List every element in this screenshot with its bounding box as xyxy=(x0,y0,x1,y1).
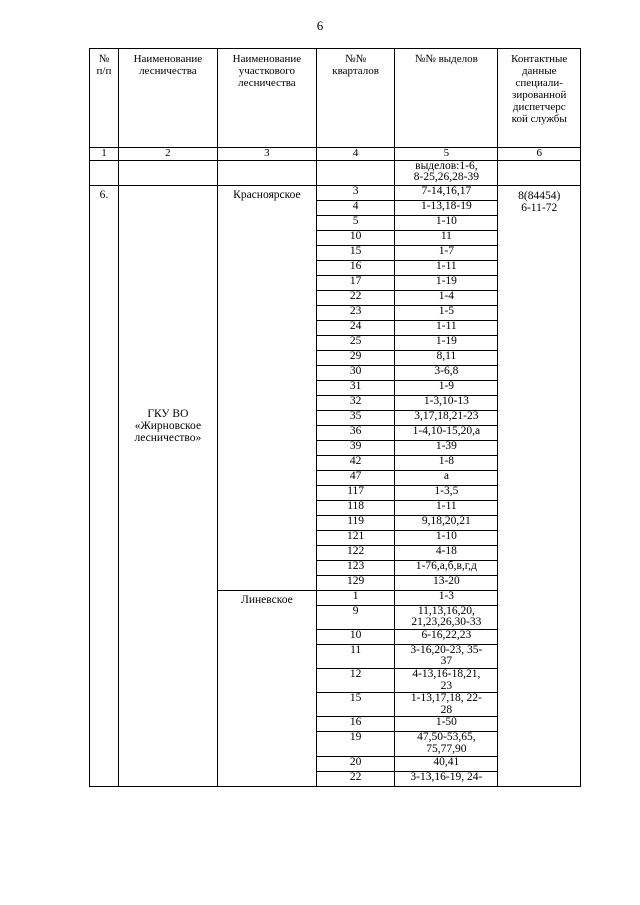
allotment-numbers: 1-5 xyxy=(395,305,498,320)
allotment-numbers: 3-6,8 xyxy=(395,365,498,380)
quarter-number: 35 xyxy=(316,410,394,425)
allotment-numbers: 1-11 xyxy=(395,500,498,515)
forestry-table xyxy=(89,48,581,787)
table-row xyxy=(90,185,581,200)
allotment-numbers: 1-19 xyxy=(395,335,498,350)
quarter-number: 10 xyxy=(316,230,394,245)
allotment-numbers: а xyxy=(395,470,498,485)
quarter-number: 15 xyxy=(316,693,394,717)
quarter-number: 22 xyxy=(316,290,394,305)
allotment-numbers: 47,50-53,65, 75,77,90 xyxy=(395,732,498,756)
quarter-number: 117 xyxy=(316,485,394,500)
column-number: 3 xyxy=(217,148,316,161)
quarter-number: 15 xyxy=(316,245,394,260)
allotment-numbers: 1-11 xyxy=(395,320,498,335)
header-forestry: Наименование лесничества xyxy=(118,49,217,148)
allotment-numbers: 11,13,16,20, 21,23,26,30-33 xyxy=(395,605,498,629)
allotment-numbers: 3,17,18,21-23 xyxy=(395,410,498,425)
continuation-allotments: выделов:1-6, 8-25,26,28-39 xyxy=(395,160,498,185)
quarter-number: 4 xyxy=(316,200,394,215)
sub-forestry-name: Линевское xyxy=(217,590,316,786)
quarter-number: 31 xyxy=(316,380,394,395)
quarter-number: 32 xyxy=(316,395,394,410)
allotment-numbers: 1-76,а,б,в,г,д xyxy=(395,560,498,575)
quarter-number: 30 xyxy=(316,365,394,380)
quarter-number: 20 xyxy=(316,756,394,771)
allotment-numbers: 1-3 xyxy=(395,590,498,605)
column-number: 1 xyxy=(90,148,119,161)
column-number: 2 xyxy=(118,148,217,161)
allotment-numbers: 13-20 xyxy=(395,575,498,590)
quarter-number: 9 xyxy=(316,605,394,629)
allotment-numbers: 1-19 xyxy=(395,275,498,290)
sub-forestry-name: Красноярское xyxy=(217,185,316,590)
header-quarters: №№ кварталов xyxy=(316,49,394,148)
quarter-number: 25 xyxy=(316,335,394,350)
allotment-numbers: 1-13,18-19 xyxy=(395,200,498,215)
quarter-number: 121 xyxy=(316,530,394,545)
quarter-number: 122 xyxy=(316,545,394,560)
quarter-number: 129 xyxy=(316,575,394,590)
header-row xyxy=(90,49,581,148)
allotment-numbers: 1-8 xyxy=(395,455,498,470)
header-contacts: Контактные данные специали- зированной диспетчерс кой службы xyxy=(498,49,581,148)
allotment-numbers: 1-7 xyxy=(395,245,498,260)
column-number-row xyxy=(90,148,581,161)
quarter-number: 36 xyxy=(316,425,394,440)
allotment-numbers: 4-13,16-18,21, 23 xyxy=(395,668,498,692)
quarter-number: 17 xyxy=(316,275,394,290)
page-number: 6 xyxy=(316,18,324,33)
quarter-number: 5 xyxy=(316,215,394,230)
quarter-number: 19 xyxy=(316,732,394,756)
allotment-numbers: 1-50 xyxy=(395,717,498,732)
quarter-number: 16 xyxy=(316,260,394,275)
quarter-number: 42 xyxy=(316,455,394,470)
allotment-numbers: 1-13,17,18, 22- 28 xyxy=(395,693,498,717)
quarter-number: 3 xyxy=(316,185,394,200)
quarter-number: 39 xyxy=(316,440,394,455)
quarter-number: 47 xyxy=(316,470,394,485)
quarter-number: 29 xyxy=(316,350,394,365)
allotment-numbers: 8,11 xyxy=(395,350,498,365)
quarter-number: 1 xyxy=(316,590,394,605)
dispatch-contact: 8(84454) 6-11-72 xyxy=(498,185,581,786)
forestry-name: ГКУ ВО «Жирновское лесничество» xyxy=(118,185,217,786)
column-number: 6 xyxy=(498,148,581,161)
quarter-number: 123 xyxy=(316,560,394,575)
allotment-numbers: 6-16,22,23 xyxy=(395,629,498,644)
allotment-numbers: 1-10 xyxy=(395,530,498,545)
quarter-number: 23 xyxy=(316,305,394,320)
allotment-numbers: 1-9 xyxy=(395,380,498,395)
allotment-numbers: 1-4,10-15,20,а xyxy=(395,425,498,440)
header-allotments: №№ выделов xyxy=(395,49,498,148)
quarter-number: 118 xyxy=(316,500,394,515)
quarter-number: 11 xyxy=(316,644,394,668)
allotment-numbers: 4-18 xyxy=(395,545,498,560)
quarter-number: 24 xyxy=(316,320,394,335)
allotment-numbers: 7-14,16,17 xyxy=(395,185,498,200)
quarter-number: 22 xyxy=(316,771,394,786)
allotment-numbers: 1-11 xyxy=(395,260,498,275)
allotment-numbers: 3-16,20-23, 35- 37 xyxy=(395,644,498,668)
quarter-number: 12 xyxy=(316,668,394,692)
header-number: № п/п xyxy=(90,49,119,148)
header-sub-forestry: Наименование участкового лесничества xyxy=(217,49,316,148)
allotment-numbers: 9,18,20,21 xyxy=(395,515,498,530)
allotment-numbers: 3-13,16-19, 24- xyxy=(395,771,498,786)
allotment-numbers: 40,41 xyxy=(395,756,498,771)
allotment-numbers: 1-10 xyxy=(395,215,498,230)
allotment-numbers: 1-3,10-13 xyxy=(395,395,498,410)
allotment-numbers: 1-39 xyxy=(395,440,498,455)
quarter-number: 119 xyxy=(316,515,394,530)
allotment-numbers: 1-4 xyxy=(395,290,498,305)
column-number: 5 xyxy=(395,148,498,161)
continuation-row xyxy=(90,160,581,185)
quarter-number: 16 xyxy=(316,717,394,732)
quarter-number: 10 xyxy=(316,629,394,644)
allotment-numbers: 1-3,5 xyxy=(395,485,498,500)
allotment-numbers: 11 xyxy=(395,230,498,245)
row-number: 6. xyxy=(90,185,119,786)
column-number: 4 xyxy=(316,148,394,161)
